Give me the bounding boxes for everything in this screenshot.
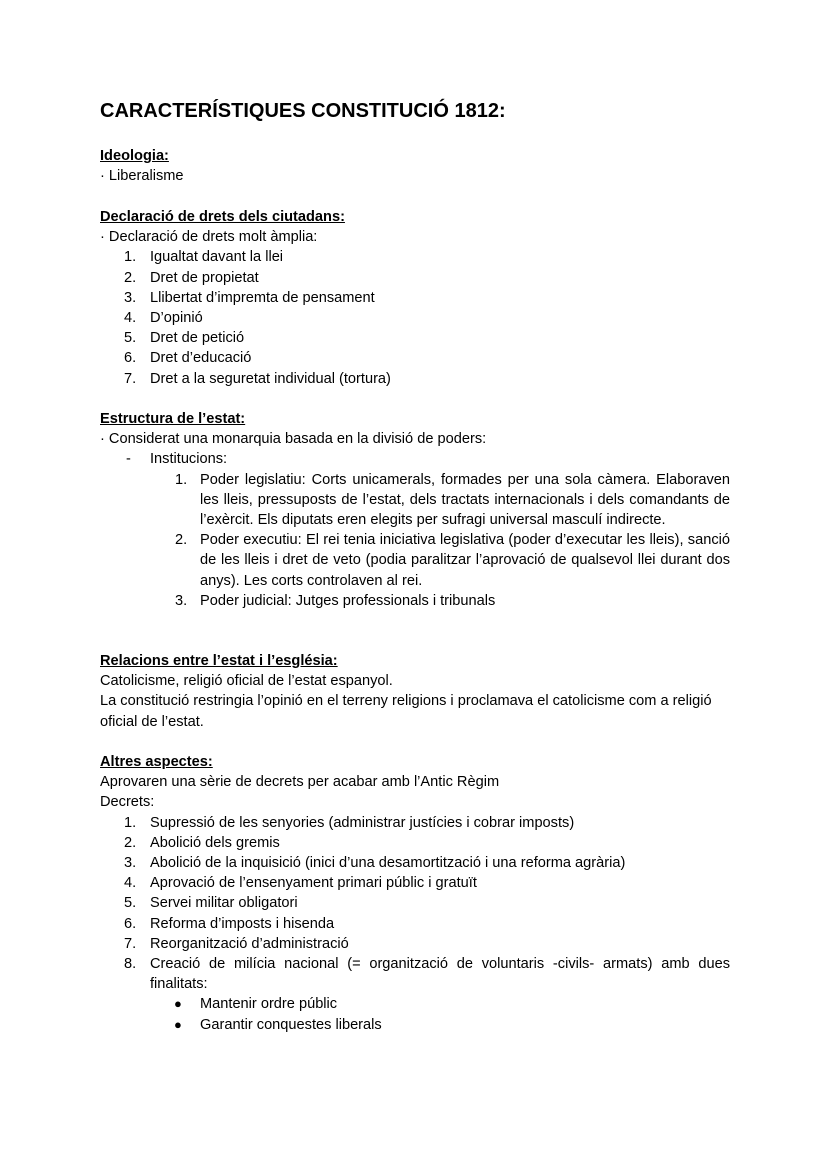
- section-relacions: [100, 651, 730, 732]
- list-number: 6.: [124, 350, 137, 367]
- list-text: Reforma d’imposts i hisenda: [150, 915, 335, 932]
- list-item: [100, 833, 730, 853]
- list-text: Igualtat davant la llei: [150, 249, 284, 266]
- bullet-icon: ●: [174, 996, 182, 1012]
- list-number: 6.: [124, 915, 137, 932]
- document-title: CARACTERÍSTIQUES CONSTITUCIÓ 1812:: [100, 100, 506, 122]
- list-number: 7.: [124, 370, 137, 387]
- list-number: 4.: [124, 875, 137, 892]
- list-item: [100, 308, 730, 328]
- bullet-icon: ●: [174, 1016, 182, 1032]
- heading-estructura: Estructura de l’estat:: [100, 411, 246, 427]
- section-drets: [100, 207, 730, 389]
- ideologia-text: · Liberalisme: [100, 168, 184, 185]
- list-number: 1.: [124, 814, 137, 831]
- list-number: 3.: [124, 855, 137, 872]
- list-number: 2.: [124, 269, 137, 286]
- drets-intro: · Declaració de drets molt àmplia:: [100, 229, 318, 246]
- list-number: 3.: [175, 592, 188, 609]
- list-item: [100, 470, 730, 531]
- heading-ideologia: Ideologia:: [100, 148, 169, 164]
- list-text: Servei militar obligatori: [150, 895, 298, 912]
- list-text: Poder legislatiu: Corts unicamerals, formades per una sola càmera. Elaboraven les lleis, pressuposts de l’estat, dels tractats internacionals i dels comandants de l’exèrcit. Els diputats eren elegits per sufragi universal masculí indirecte.: [200, 471, 730, 529]
- list-number: 5.: [124, 895, 137, 912]
- list-number: 4.: [124, 310, 137, 327]
- list-text: Creació de milícia nacional (= organització de voluntaris -civils- armats) amb dues finalitats:: [150, 956, 730, 993]
- heading-drets: Declaració de drets dels ciutadans:: [100, 209, 345, 225]
- list-item: [100, 348, 730, 368]
- list-item: [100, 591, 730, 611]
- finalitats-list: [100, 994, 730, 1034]
- list-item: [100, 813, 730, 833]
- list-text: Dret de petició: [150, 330, 245, 347]
- list-item: [100, 853, 730, 873]
- section-estructura: [100, 409, 730, 611]
- list-item: [100, 954, 730, 994]
- list-text: Mantenir ordre públic: [200, 996, 338, 1013]
- list-text: Aprovació de l’ensenyament primari públic i gratuït: [150, 875, 477, 892]
- list-text: D’opinió: [150, 310, 203, 327]
- estructura-intro: · Considerat una monarquia basada en la divisió de poders:: [100, 431, 487, 448]
- list-text: Poder executiu: El rei tenia iniciativa legislativa (poder d’executar les lleis), sanció de les lleis i dret de veto (podia paralitzar l’aprovació de qualsevol llei durant dos anys). Les corts controlaven al rei.: [200, 532, 730, 589]
- list-text: Llibertat d’impremta de pensament: [150, 289, 375, 306]
- list-text: Abolició de la inquisició (inici d’una desamortització i una reforma agrària): [150, 855, 626, 872]
- list-item: [100, 934, 730, 954]
- list-text: Supressió de les senyories (administrar justícies i cobrar imposts): [150, 814, 575, 831]
- list-number: 1.: [175, 471, 188, 488]
- list-item: [100, 369, 730, 389]
- dash-marker: -: [126, 451, 131, 468]
- list-number: 7.: [124, 935, 137, 952]
- heading-altres: Altres aspectes:: [100, 754, 213, 770]
- drets-list: [100, 247, 730, 388]
- section-altres: [100, 752, 730, 1035]
- list-item: [100, 873, 730, 893]
- list-number: 3.: [124, 289, 137, 306]
- list-text: Abolició dels gremis: [150, 834, 280, 851]
- list-text: Dret de propietat: [150, 269, 259, 286]
- relacions-p2: La constitució restringia l’opinió en el terreny religions i proclamava el catolicisme com a religió oficial de l’estat.: [100, 693, 712, 730]
- list-number: 2.: [124, 834, 137, 851]
- list-item: [100, 893, 730, 913]
- list-text: Garantir conquestes liberals: [200, 1016, 382, 1033]
- list-item: [100, 530, 730, 591]
- list-item: [100, 288, 730, 308]
- list-item: [100, 328, 730, 348]
- altres-p2: Decrets:: [100, 794, 155, 811]
- section-ideologia: [100, 146, 730, 186]
- list-item: [100, 994, 730, 1014]
- list-item: [100, 247, 730, 267]
- list-item: [100, 1015, 730, 1035]
- list-text: Reorganització d’administració: [150, 935, 349, 952]
- list-item: [100, 268, 730, 288]
- list-text: Dret d’educació: [150, 350, 252, 367]
- list-text: Poder judicial: Jutges professionals i tribunals: [200, 592, 496, 609]
- list-item: [100, 914, 730, 934]
- institucions-label: Institucions:: [150, 451, 228, 468]
- relacions-p1: Catolicisme, religió oficial de l’estat espanyol.: [100, 673, 393, 690]
- institucions-list: [100, 470, 730, 611]
- list-number: 2.: [175, 532, 188, 549]
- list-text: Dret a la seguretat individual (tortura): [150, 370, 391, 387]
- list-number: 8.: [124, 956, 137, 973]
- altres-p1: Aprovaren una sèrie de decrets per acabar amb l’Antic Règim: [100, 774, 500, 791]
- list-number: 1.: [124, 249, 137, 266]
- institucions-item: [100, 449, 730, 469]
- decrets-list: [100, 813, 730, 995]
- heading-relacions: Relacions entre l’estat i l’església:: [100, 653, 338, 669]
- list-number: 5.: [124, 330, 137, 347]
